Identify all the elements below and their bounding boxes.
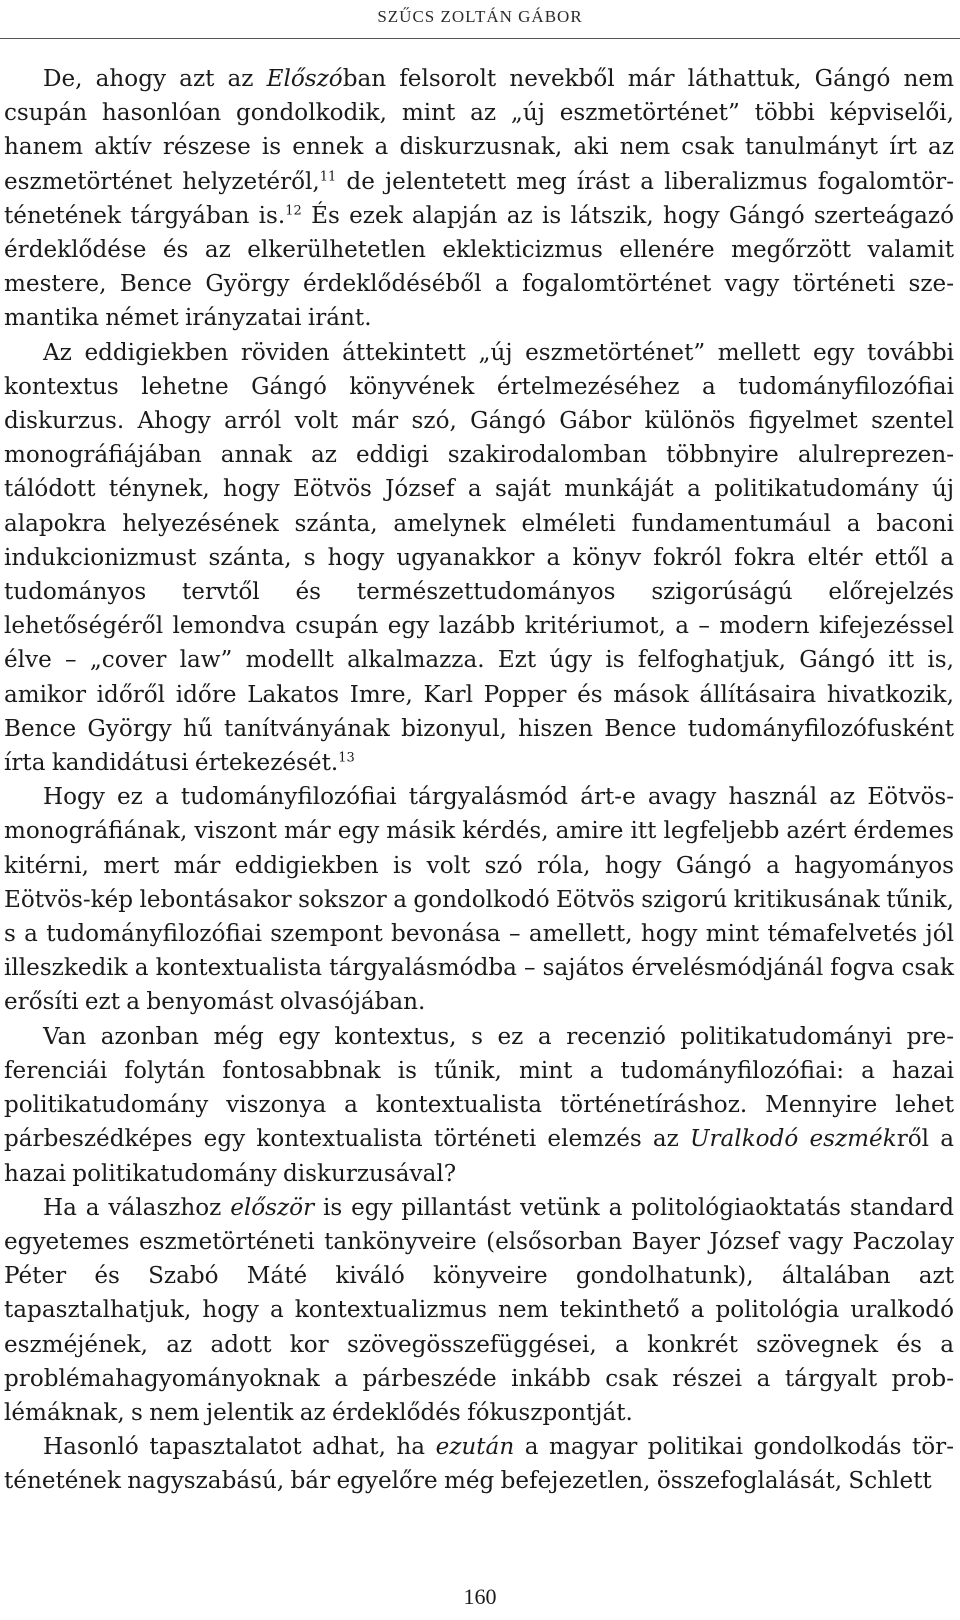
text-run: is egy pillantást vetünk a politológiaoktatás standard egyetemes eszmetörténeti tankönyveire (elsősorban Bayer József vagy Paczolay Péter és Szabó Máté kiváló könyveire gondolhatunk), általában azt tapasztalhatjuk, hogy a kontextualizmus nem tekinthető a politológia uralkodó eszméjének, az adott kor szövegösszefüggései, a konkrét szövegnek és a problémahagyományoknak a párbeszéde inkább csak részei a tárgyalt problémáknak, s nem jelentik az érdeklődés fókuszpontját. — [4, 1194, 954, 1426]
running-title: SZŰCS ZOLTÁN GÁBOR — [377, 7, 583, 26]
text-run: de jelentetett meg írást a liberalizmus fogalomtörténetének tárgyában is. — [4, 168, 954, 229]
text-run: Az eddigiekben röviden áttekintett „új eszmetörténet” mellett egy további kontextus lehetne Gángó könyvének értelmezéséhez a tudományfilozófiai diskurzus. Ahogy arról volt már szó, Gángó Gábor különös figyelmet szentel monográfiájában annak az eddigi szakirodalomban többnyire alulreprezentálódott ténynek, hogy Eötvös József a saját munkáját a politikatudomány új alapokra helyezésének szánta, amelynek elméleti fundamentumául a baconi indukcionizmust szánta, s hogy ugyanakkor a könyv fokról fokra eltér ettől a tudományos tervtől és természettudományos szigorúságú előrejelzés lehetőségéről lemondva csupán egy lazább kritériumot, a – modern kifejezéssel élve – „cover law” modellt alkalmazza. Ezt úgy is felfoghatjuk, Gángó itt is, amikor időről időre Lakatos Imre, Karl Popper és mások állításaira hivatkozik, Bence György hű tanítványának bizonyul, hiszen Bence tudományfilozófusként írta kandidátusi értekezését. — [4, 339, 954, 777]
page-number: 160 — [463, 1584, 497, 1609]
text-run: a magyar politikai gondolkodás történetének nagyszabású, bár egyelőre még befejezetlen, összefoglalását, Schlett — [4, 1434, 954, 1495]
text-run: De, ahogy azt az — [43, 66, 267, 92]
body-paragraph — [4, 1430, 954, 1498]
page-header — [0, 0, 960, 40]
text-run: Van azonban még egy kontextus, s ez a recenzió politikatudományi preferenciái folytán fontosabbnak is tűnik, mint a tudományfilozófiai: a hazai politikatudomány viszonya a kontextualista történetíráshoz. Mennyire lehet párbeszédképes egy kontextualista történeti elemzés az — [4, 1023, 954, 1153]
text-run: Hasonló tapasztalatot adhat, ha — [43, 1434, 436, 1461]
italic-phrase: ezután — [435, 1434, 515, 1461]
article-body — [4, 62, 954, 1499]
text-run: ban felsorolt nevekből már láthattuk, Gángó nem csupán hasonlóan gondolkodik, mint az „új eszmetörténet” többi képviselői, hanem aktív részese is ennek a diskurzusnak, aki nem csak tanulmányt írt az eszmetörténet helyzetéről, — [4, 66, 954, 195]
text-run: És ezek alapján az is látszik, hogy Gángó szerteágazó érdeklődése és az elkerülhetetlen eklekticizmus ellenére megőrzött valamit mestere, Bence György érdeklődéséből a fogalomtörténet vagy történeti szemantika német irányzatai iránt. — [4, 202, 954, 332]
italic-phrase: Előszó — [266, 66, 343, 92]
body-paragraph — [4, 336, 954, 781]
text-run: Hogy ez a tudományfilozófiai tárgyalásmód árt-e avagy használ az Eötvös-monográfiának, viszont már egy másik kérdés, amire itt legfeljebb azért érdemes kitérni, mert már eddigiekben is volt szó róla, hogy Gángó a hagyományos Eötvös-kép lebontásakor sokszor a gondolkodó Eötvös szigorú kritikusának tűnik, s a tudományfilozófiai szempont bevonása – amellett, hogy mint témafelvetés jól illeszkedik a kontextualista tárgyalásmódba – sajátos érvelésmódjánál fogva csak erősíti ezt a benyomást olvasójában. — [4, 784, 954, 1016]
footnote-reference: 12 — [285, 203, 302, 219]
body-paragraph — [4, 62, 954, 336]
italic-phrase: először — [230, 1194, 315, 1221]
body-paragraph — [4, 1191, 954, 1430]
footnote-reference: 13 — [338, 750, 355, 766]
text-run: Ha a válaszhoz — [43, 1194, 231, 1221]
text-run: ről a hazai politikatudomány diskurzusával? — [4, 1126, 954, 1187]
body-paragraph — [4, 1020, 954, 1191]
body-paragraph — [4, 780, 954, 1019]
footnote-reference: 11 — [319, 169, 337, 185]
italic-phrase: Uralkodó eszmék — [690, 1126, 897, 1153]
header-divider — [0, 38, 960, 39]
